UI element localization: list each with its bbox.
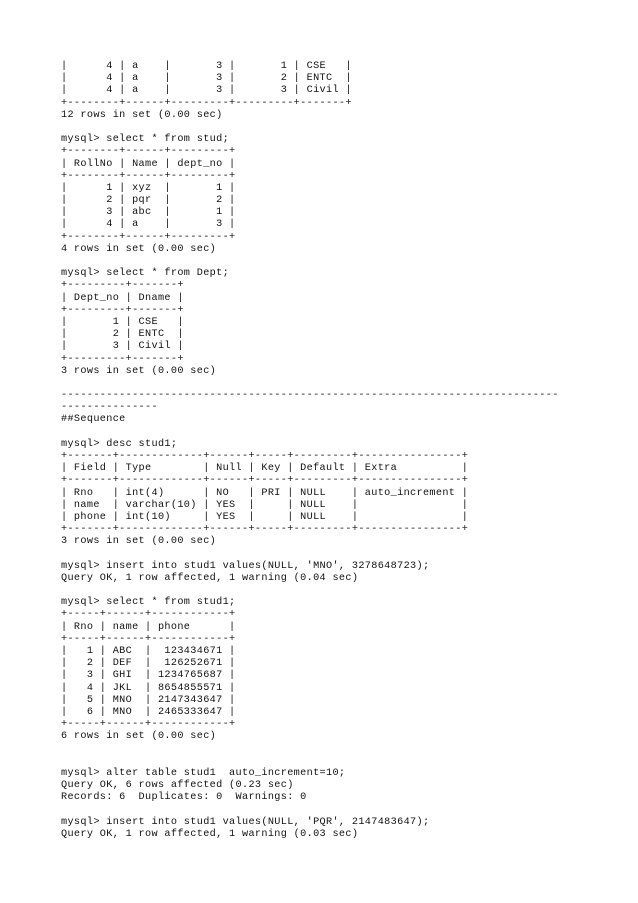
table-row-line: | 4 | a | 3 | 1 | CSE | (61, 61, 352, 72)
blank-line (61, 756, 621, 768)
sql-command-line: mysql> insert into stud1 values(NULL, 'MNO', 3278648723); (61, 560, 430, 572)
table-border-line: +--------+------+---------+ (61, 231, 236, 243)
table-border-line: +-------+-------------+------+-----+---------+----------------+ (61, 524, 469, 536)
table-row-line: | 3 | Civil | (61, 341, 184, 353)
table-row-line: | Dept_no | Dname | (61, 292, 184, 304)
sql-command-line: mysql> desc stud1; (61, 438, 178, 450)
table-row-line: | 2 | ENTC | (61, 329, 184, 341)
sql-command-line: mysql> select * from stud1; (61, 597, 236, 609)
sql-command-line: mysql> insert into stud1 values(NULL, 'PQR', 2147483647); (61, 816, 430, 828)
table-border-line: +-----+------+------------+ (61, 609, 236, 621)
table-row-line: | 6 | MNO | 2465333647 | (61, 706, 236, 718)
table-row-line: | Rno | name | phone | (61, 621, 236, 633)
blank-line (61, 549, 621, 561)
table-row-line: | 1 | ABC | 123434671 | (61, 646, 236, 657)
table-row-line: | 4 | a | 3 | (61, 219, 236, 231)
table-border-line: +---------+-------+ (61, 280, 184, 292)
row-count-line: 12 rows in set (0.00 sec) (61, 109, 223, 121)
table-row-line: | Field | Type | Null | Key | Default | Extra | (61, 463, 469, 475)
table-border-line: +--------+------+---------+---------+-------+ (61, 97, 352, 109)
blank-line (61, 804, 621, 816)
blank-line (61, 427, 621, 439)
query-result-line: Query OK, 6 rows affected (0.23 sec) (61, 780, 294, 792)
blank-line (61, 744, 621, 756)
section-heading: ##Sequence (61, 414, 126, 426)
table-row-line: | 5 | MNO | 2147343647 | (61, 694, 236, 706)
table-row-line: | RollNo | Name | dept_no | (61, 158, 236, 170)
table-row-line: | 2 | pqr | 2 | (61, 195, 236, 207)
blank-line (61, 378, 621, 390)
sql-command-line: mysql> alter table stud1 auto_increment=10; (61, 767, 346, 779)
table-row-line: | 4 | a | 3 | 2 | ENTC | (61, 73, 352, 85)
blank-line (61, 122, 621, 134)
row-count-line: 6 rows in set (0.00 sec) (61, 731, 217, 743)
query-result-line: Records: 6 Duplicates: 0 Warnings: 0 (61, 792, 307, 804)
query-result-line: Query OK, 1 row affected, 1 warning (0.03 sec) (61, 828, 359, 840)
table-border-line: +-------+-------------+------+-----+---------+----------------+ (61, 475, 469, 487)
table-border-line: +---------+-------+ (61, 304, 184, 316)
table-border-line: +-----+------+------------+ (61, 633, 236, 645)
table-row-line: | 1 | CSE | (61, 316, 184, 328)
separator-line: ----------------------------------------------------------------------------- (61, 390, 559, 402)
table-border-line: +-----+------+------------+ (61, 719, 236, 731)
table-row-line: | 3 | abc | 1 | (61, 207, 236, 219)
table-row-line: | 4 | a | 3 | 3 | Civil | (61, 85, 352, 97)
table-row-line: | 2 | DEF | 126252671 | (61, 658, 236, 670)
table-row-line: | name | varchar(10) | YES | | NULL | | (61, 499, 469, 511)
row-count-line: 3 rows in set (0.00 sec) (61, 365, 217, 377)
blank-line (61, 256, 621, 268)
sql-command-line: mysql> select * from stud; (61, 134, 230, 146)
row-count-line: 4 rows in set (0.00 sec) (61, 243, 217, 255)
blank-line (61, 585, 621, 597)
table-row-line: | 3 | GHI | 1234765687 | (61, 670, 236, 682)
table-row-line: | phone | int(10) | YES | | NULL | | (61, 511, 469, 523)
table-row-line: | 1 | xyz | 1 | (61, 182, 236, 194)
table-border-line: +---------+-------+ (61, 353, 184, 365)
query-result-line: Query OK, 1 row affected, 1 warning (0.04 sec) (61, 572, 359, 584)
document-page (61, 61, 621, 841)
table-border-line: +-------+-------------+------+-----+---------+----------------+ (61, 451, 469, 462)
sql-command-line: mysql> select * from Dept; (61, 268, 230, 280)
table-row-line: | Rno | int(4) | NO | PRI | NULL | auto_increment | (61, 487, 469, 499)
table-border-line: +--------+------+---------+ (61, 170, 236, 182)
separator-line: --------------- (61, 402, 158, 414)
row-count-line: 3 rows in set (0.00 sec) (61, 536, 217, 548)
table-border-line: +--------+------+---------+ (61, 146, 236, 158)
table-row-line: | 4 | JKL | 8654855571 | (61, 682, 236, 694)
